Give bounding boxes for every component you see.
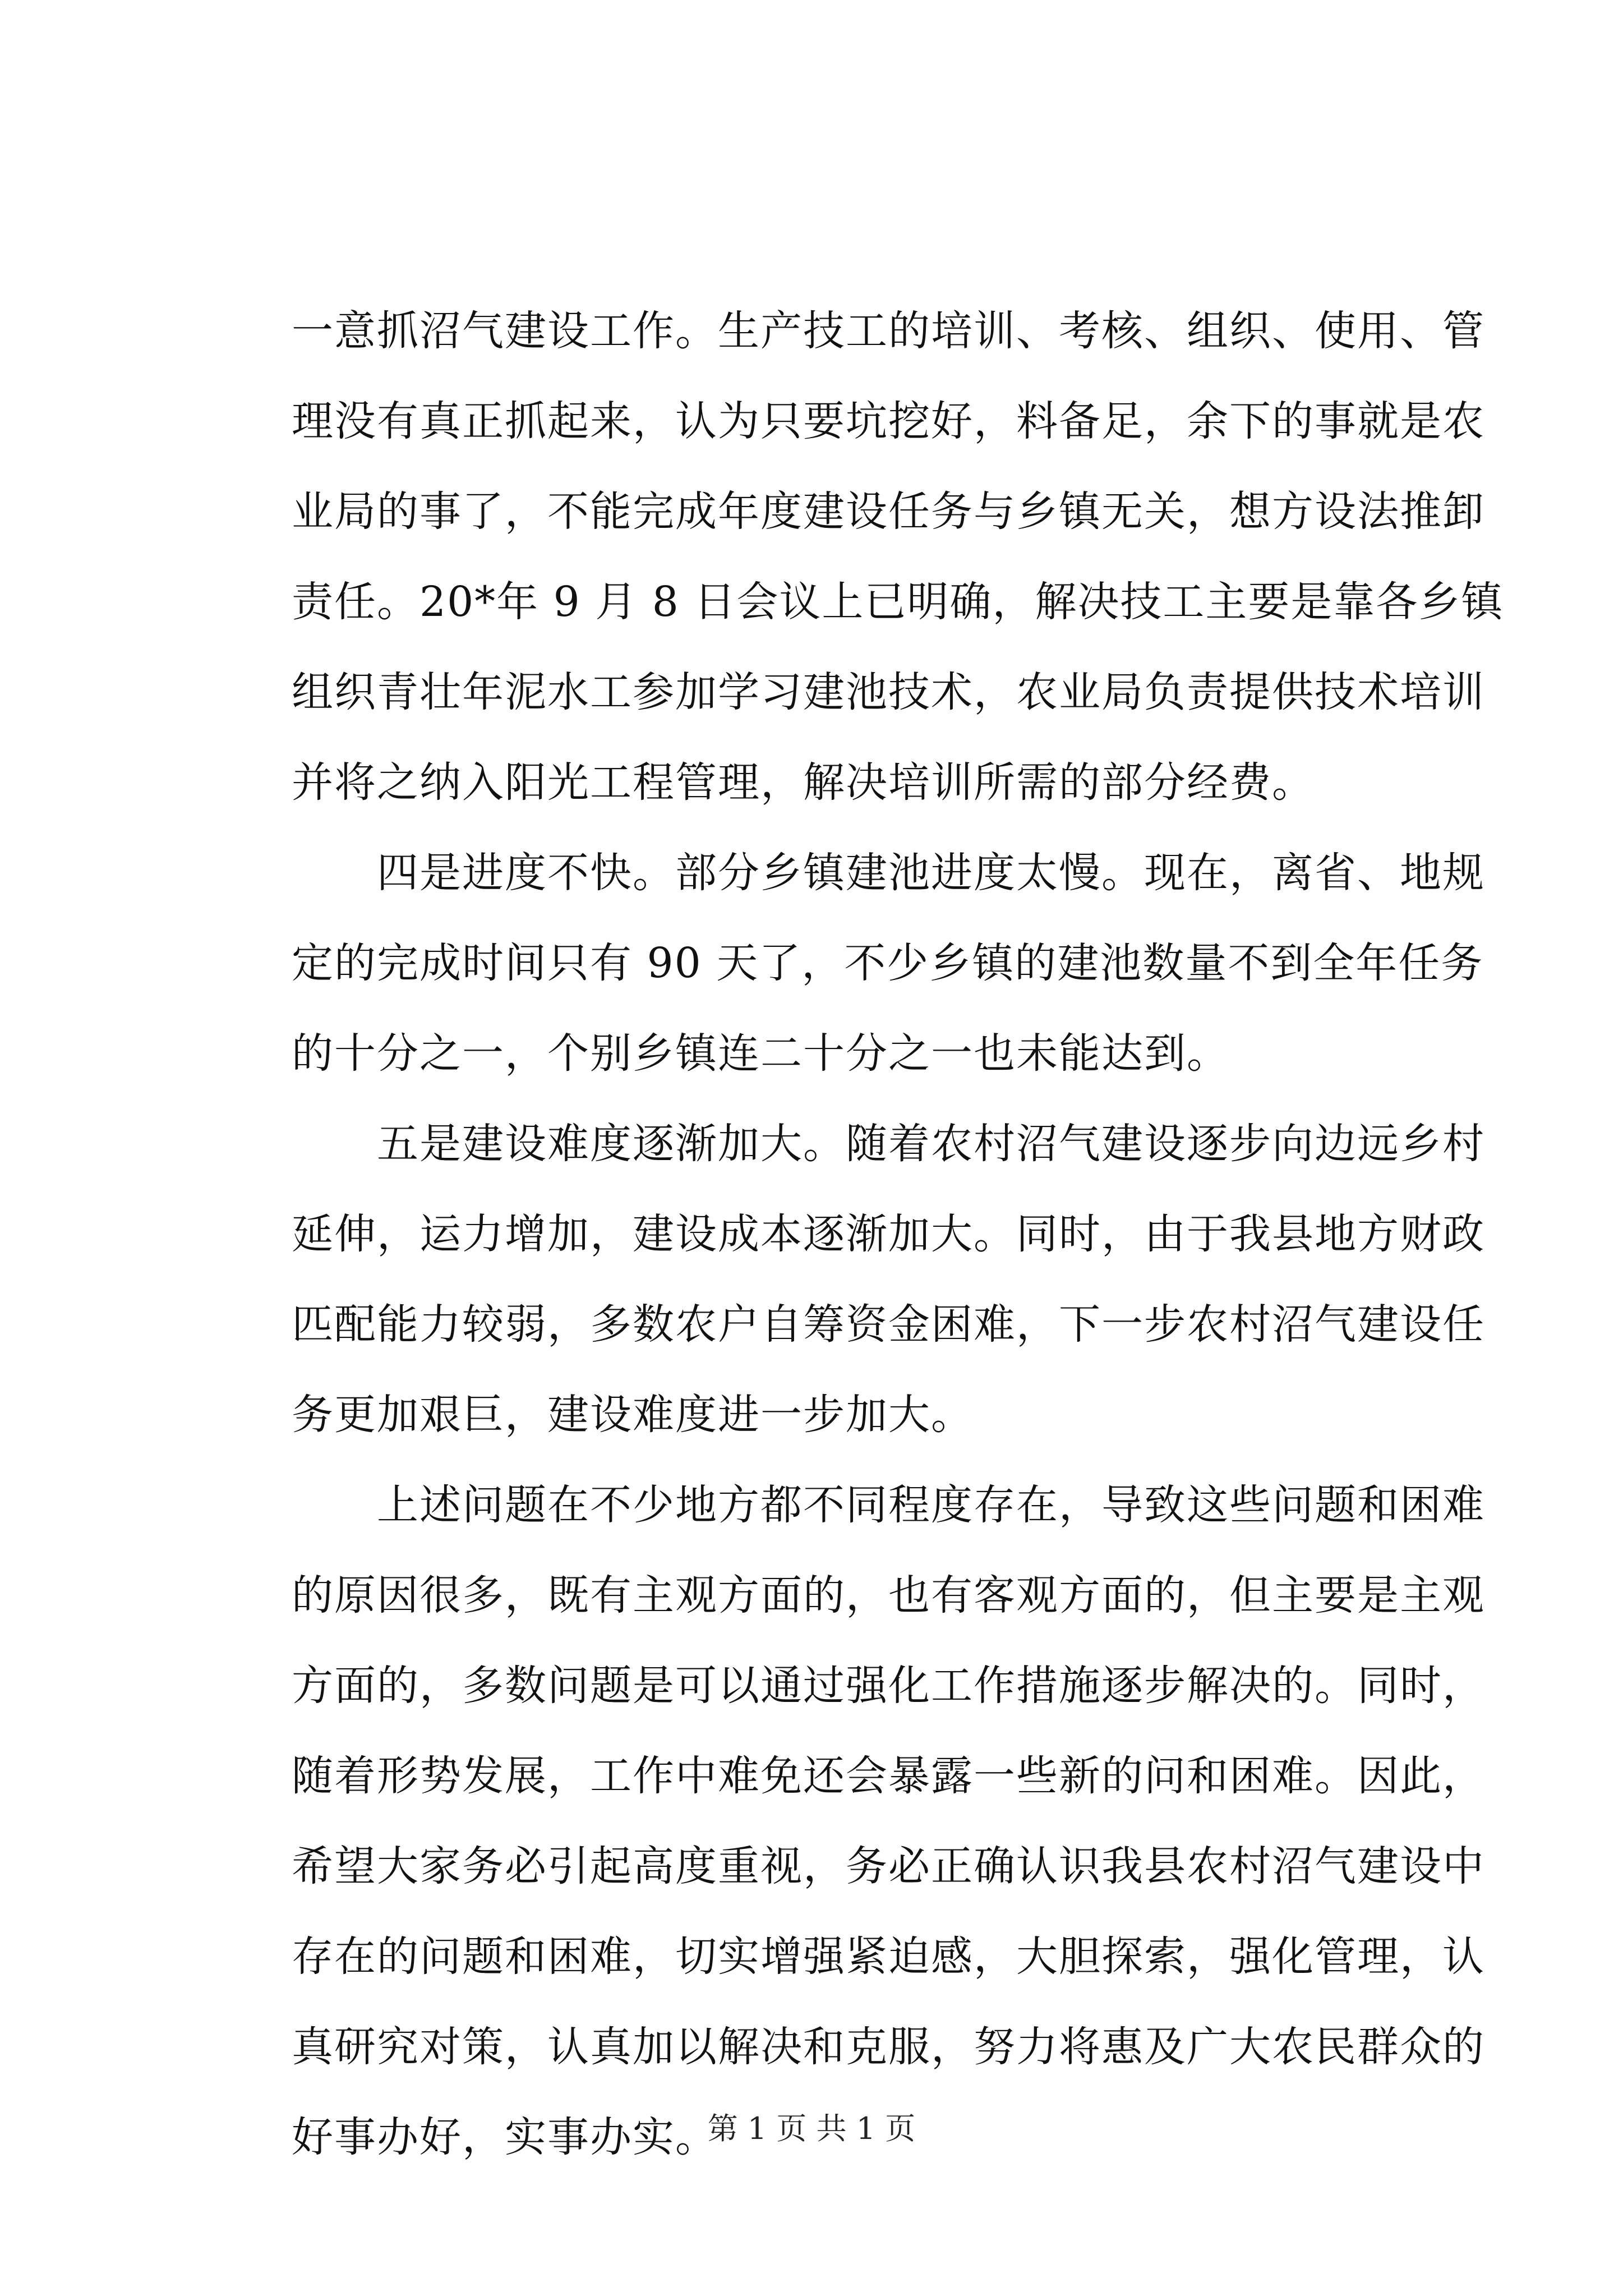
- page-number-label: 第 1 页 共 1 页: [707, 2111, 916, 2146]
- text-line: 业局的事了，不能完成年度建设任务与乡镇无关，想方设法推卸: [292, 487, 1485, 536]
- text-line: 好事办好，实事办实。: [292, 2113, 718, 2161]
- text-line: 匹配能力较弱，多数农户自筹资金困难，下一步农村沼气建设任: [292, 1300, 1485, 1349]
- text-line: 上述问题在不少地方都不同程度存在，导致这些问题和困难: [292, 1481, 1485, 1529]
- text-line: 组织青壮年泥水工参加学习建池技术，农业局负责提供技术培训: [292, 668, 1485, 716]
- text-line: 延伸，运力增加，建设成本逐渐加大。同时，由于我县地方财政: [292, 1210, 1485, 1258]
- text-line: 并将之纳入阳光工程管理，解决培训所需的部分经费。: [292, 758, 1315, 807]
- text-line: 随着形势发展，工作中难免还会暴露一些新的问和困难。因此，: [292, 1752, 1485, 1800]
- text-line: 定的完成时间只有 90 天了，不少乡镇的建池数量不到全年任务: [292, 939, 1484, 987]
- text-line: 四是进度不快。部分乡镇建池进度太慢。现在，离省、地规: [292, 849, 1485, 897]
- text-line: 希望大家务必引起高度重视，务必正确认识我县农村沼气建设中: [292, 1842, 1485, 1890]
- document-body: [292, 286, 1504, 2183]
- text-line: 的十分之一，个别乡镇连二十分之一也未能达到。: [292, 1029, 1229, 1078]
- text-line: 责任。20*年 9 月 8 日会议上已明确，解决技工主要是靠各乡镇: [292, 578, 1504, 626]
- text-line: 务更加艰巨，建设难度进一步加大。: [292, 1391, 974, 1439]
- text-line: 真研究对策，认真加以解决和克服，努力将惠及广大农民群众的: [292, 2023, 1485, 2071]
- text-line: 五是建设难度逐渐加大。随着农村沼气建设逐步向边远乡村: [292, 1120, 1485, 1168]
- text-line: 一意抓沼气建设工作。生产技工的培训、考核、组织、使用、管: [292, 307, 1485, 355]
- text-line: 方面的，多数问题是可以通过强化工作措施逐步解决的。同时，: [292, 1662, 1485, 1710]
- text-line: 的原因很多，既有主观方面的，也有客观方面的，但主要是主观: [292, 1571, 1485, 1619]
- text-line: 理没有真正抓起来，认为只要坑挖好，料备足，余下的事就是农: [292, 397, 1485, 445]
- page-footer: [0, 2106, 1623, 2151]
- text-line: 存在的问题和困难，切实增强紧迫感，大胆探索，强化管理，认: [292, 1932, 1485, 1981]
